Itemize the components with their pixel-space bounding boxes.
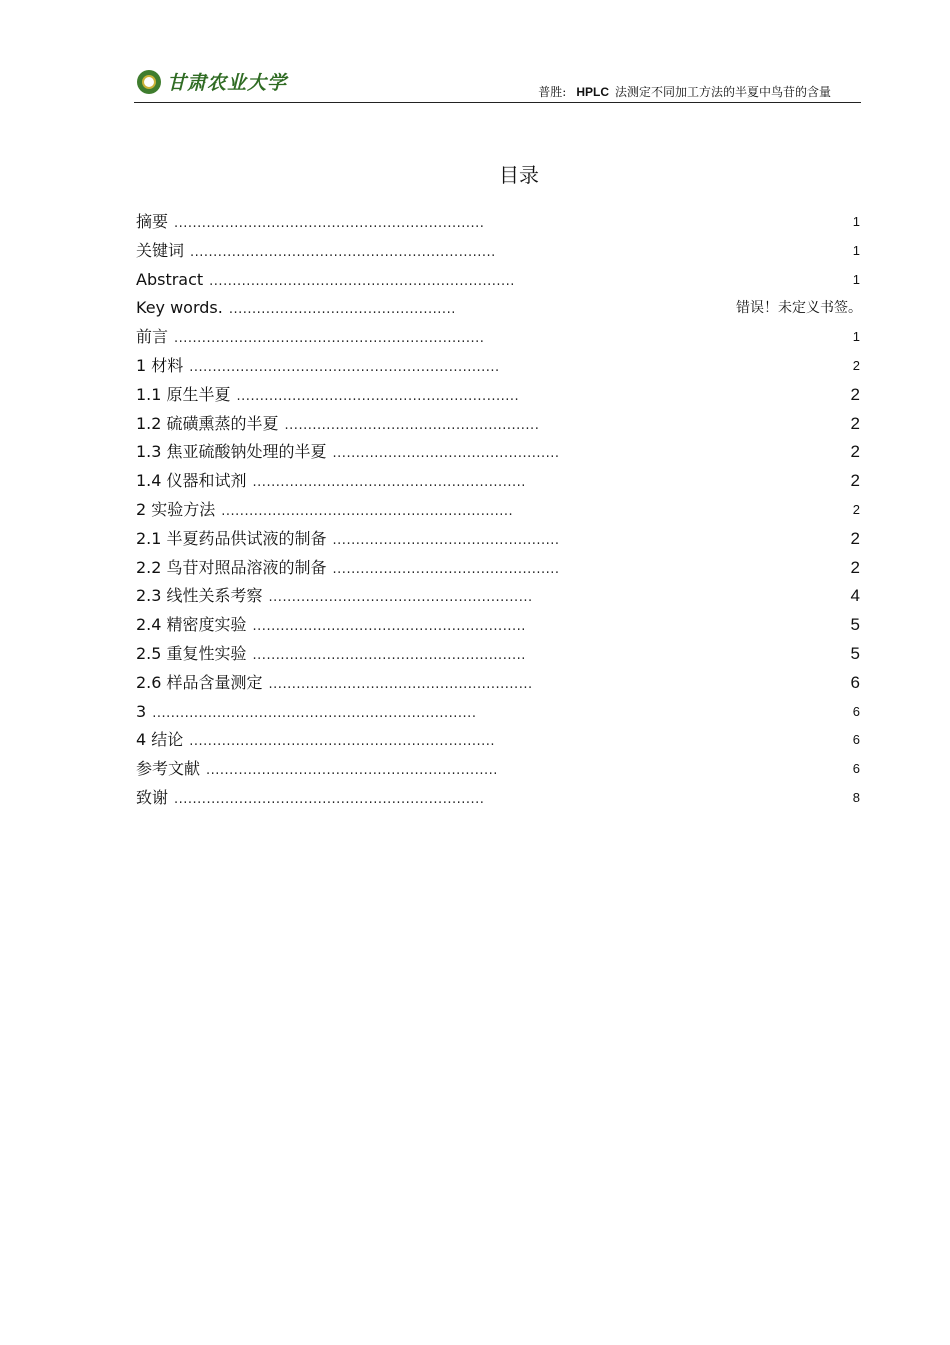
toc-entry-label: 2.4 精密度实验: [136, 615, 247, 635]
toc-entry[interactable]: [136, 698, 860, 727]
toc-dot-leader: .........................................................: [268, 590, 533, 606]
toc-dot-leader: ..................................................................: [189, 734, 496, 750]
toc-dot-leader: ...................................................................: [174, 216, 485, 231]
toc-entry-page: 错误！未定义书签。: [736, 300, 862, 317]
toc-entry[interactable]: [136, 669, 860, 698]
toc-entry[interactable]: [136, 784, 860, 813]
toc-entry-label: 2.6 样品含量测定: [136, 672, 263, 692]
toc-entry-label: 2.5 重复性实验: [136, 643, 247, 663]
toc-entry-label: 前言: [136, 327, 169, 347]
toc-dot-leader: ..................................................................: [209, 273, 515, 289]
toc-dot-leader: ...............................................................: [206, 763, 498, 779]
logo-text: 甘肃农业大学: [167, 72, 288, 94]
toc-entry[interactable]: [136, 294, 860, 323]
toc-entry-page: 2: [850, 557, 860, 577]
toc-entry-page: 2: [850, 413, 860, 433]
toc-entry[interactable]: [136, 266, 860, 295]
toc-entry[interactable]: [136, 381, 860, 410]
university-logo: [137, 68, 287, 95]
header-author: 普胜:: [538, 85, 567, 99]
toc-entry-page: 1: [852, 214, 860, 229]
toc-entry-label: 摘要: [136, 212, 169, 231]
toc-dot-leader: ......................................................................: [152, 705, 477, 721]
header-hplc: HPLC: [576, 85, 609, 99]
toc-entry-label: 1.3 焦亚硫酸钠处理的半夏: [136, 442, 327, 462]
toc-dot-leader: .................................................: [332, 446, 560, 462]
toc-entry[interactable]: [136, 467, 860, 496]
toc-entry-label: 1.4 仪器和试剂: [136, 471, 247, 491]
toc-entry-page: 2: [850, 471, 860, 491]
toc-entry-label: 1.2 硫磺熏蒸的半夏: [136, 413, 279, 433]
toc-entry-page: 6: [852, 703, 860, 719]
toc-entry-page: 5: [850, 643, 860, 663]
toc-entry-page: 5: [850, 615, 860, 635]
toc-entry[interactable]: [136, 438, 860, 467]
toc-entry[interactable]: [136, 640, 860, 669]
header-title: [538, 83, 831, 100]
toc-entry-page: 4: [850, 586, 860, 606]
toc-dot-leader: .........................................................: [268, 676, 533, 692]
toc-entry[interactable]: [136, 237, 860, 266]
toc-entry-label: 2 实验方法: [136, 499, 216, 519]
toc-dot-leader: ...........................................................: [252, 619, 526, 635]
page-header: [134, 66, 861, 103]
toc-entry-label: 1.1 原生半夏: [136, 384, 231, 404]
toc-entry-page: 6: [850, 672, 860, 692]
toc-entry-page: 8: [852, 789, 860, 805]
toc-dot-leader: .............................................................: [236, 388, 520, 404]
toc-dot-leader: ...................................................................: [189, 359, 500, 375]
toc-dot-leader: ...........................................................: [252, 475, 526, 491]
toc-entry-page: 2: [852, 357, 860, 373]
toc-entry[interactable]: [136, 582, 860, 611]
toc-entry-label: 关键词: [136, 240, 185, 260]
header-title-text: 法测定不同加工方法的半夏中鸟苷的含量: [614, 85, 831, 99]
toc-dot-leader: ..................................................................: [190, 244, 496, 260]
toc-entry-page: 1: [852, 271, 860, 287]
toc-entry-page: 1: [852, 242, 860, 258]
toc-dot-leader: .................................................: [332, 561, 560, 577]
toc-entry-label: Key words.: [136, 298, 223, 318]
toc-dot-leader: .................................................: [332, 532, 560, 548]
toc-entry-label: 1 材料: [136, 355, 184, 375]
toc-entry-page: 1: [852, 329, 860, 345]
toc-dot-leader: .......................................................: [284, 417, 540, 433]
toc-entry-page: 2: [850, 528, 860, 548]
toc-dot-leader: ...................................................................: [174, 331, 485, 347]
toc-entry[interactable]: [136, 410, 860, 439]
toc-entry-label: 致谢: [136, 787, 169, 807]
toc-entry-label: Abstract: [136, 269, 204, 289]
toc-entry-page: 2: [852, 501, 860, 517]
toc-entry[interactable]: [136, 496, 860, 525]
toc-entry-label: 2.3 线性关系考察: [136, 586, 263, 606]
toc-entry[interactable]: [136, 611, 860, 640]
toc-entry-label: 4 结论: [136, 730, 184, 750]
toc-entry[interactable]: [136, 554, 860, 583]
toc-entry[interactable]: [136, 352, 860, 381]
toc-dot-leader: .................................................: [228, 302, 456, 318]
toc-entry[interactable]: [136, 726, 860, 755]
table-of-contents: [136, 208, 860, 813]
toc-entry-page: 6: [852, 761, 860, 777]
toc-heading: 目录: [499, 163, 539, 187]
toc-entry-label: 2.2 鸟苷对照品溶液的制备: [136, 557, 327, 577]
toc-entry[interactable]: [136, 208, 860, 237]
toc-dot-leader: ...........................................................: [252, 647, 526, 663]
toc-entry-label: 参考文献: [136, 759, 201, 779]
toc-entry-label: 2.1 半夏药品供试液的制备: [136, 528, 327, 548]
university-emblem-icon: [137, 70, 161, 94]
toc-dot-leader: ...............................................................: [221, 503, 514, 519]
toc-entry-page: 2: [850, 384, 860, 404]
toc-entry[interactable]: [136, 755, 860, 784]
toc-entry[interactable]: [136, 525, 860, 554]
toc-entry-page: 6: [852, 732, 860, 748]
toc-entry-label: 3: [136, 701, 147, 721]
toc-entry[interactable]: [136, 323, 860, 352]
toc-entry-page: 2: [850, 442, 860, 462]
toc-dot-leader: ...................................................................: [174, 791, 485, 807]
